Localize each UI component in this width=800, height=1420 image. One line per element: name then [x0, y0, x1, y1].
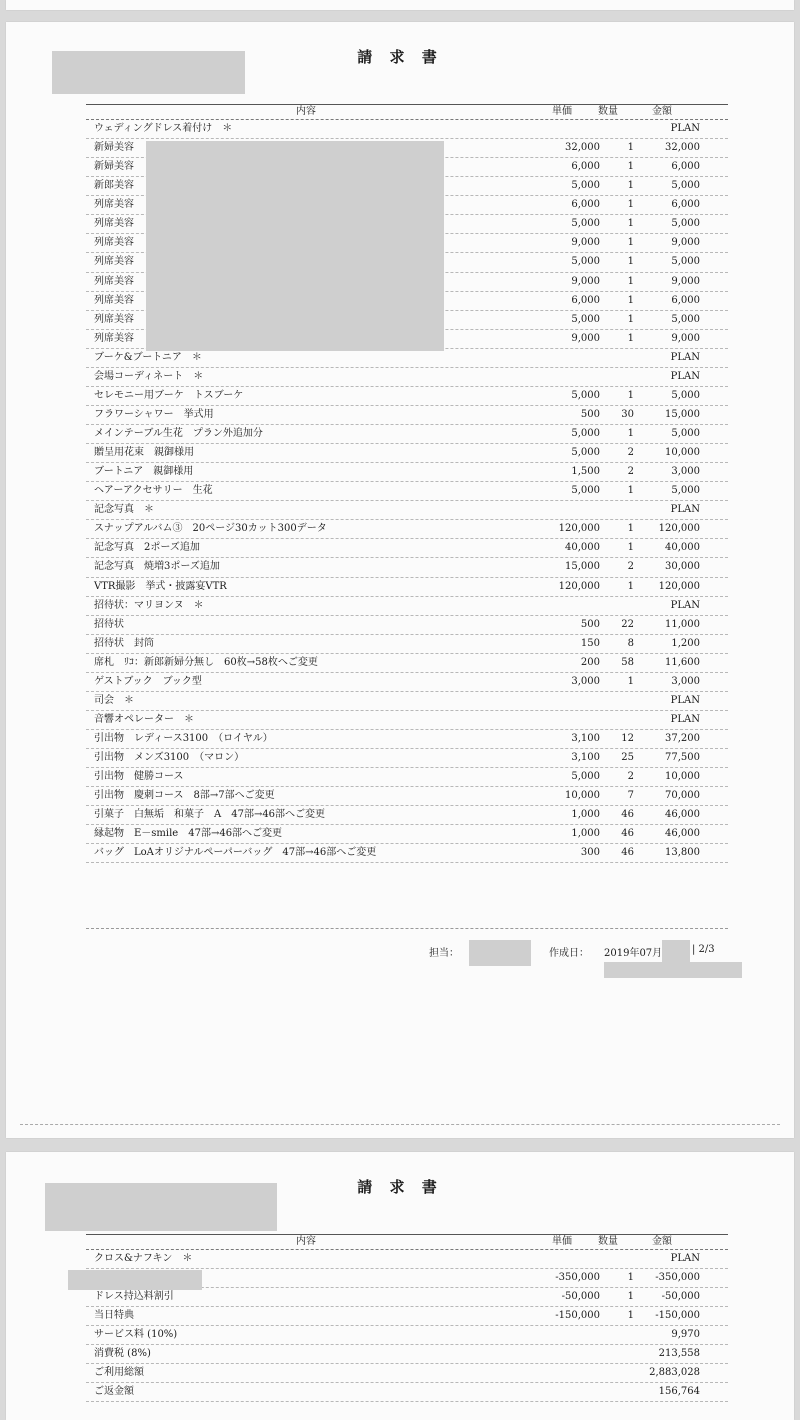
item-description: ドレス持込料割引 [94, 1291, 174, 1302]
unit-price: 9,000 [571, 332, 600, 344]
item-description: 列席美容 [94, 199, 134, 211]
amount: 5,000 [671, 313, 700, 325]
redacted-recipient [52, 51, 245, 94]
unit-price: 120,000 [558, 580, 600, 592]
page-title: 請 求 書 [357, 1178, 443, 1196]
item-description: 縁起物 E－smile 47部→46部へご変更 [94, 828, 283, 840]
unit-price: -50,000 [561, 1291, 600, 1302]
amount: 120,000 [658, 580, 700, 592]
unit-price: 1,000 [571, 828, 600, 840]
table-row [86, 349, 728, 368]
item-description: ヘアーアクセサリー 生花 [94, 485, 213, 497]
header-desc: 内容 [296, 1236, 316, 1247]
created-label: 作成日： [549, 948, 589, 959]
unit-price: -350,000 [555, 1272, 600, 1283]
amount: -50,000 [661, 1291, 700, 1302]
unit-price: 9,000 [571, 275, 600, 287]
quantity: 46 [621, 809, 634, 821]
redacted-address [604, 962, 742, 978]
item-description: 記念写真 2ポーズ追加 [94, 542, 200, 554]
quantity: 1 [627, 675, 634, 687]
quantity: 1 [627, 256, 634, 268]
table-row [86, 463, 728, 482]
summary-table [86, 1234, 728, 1402]
quantity: 46 [621, 847, 634, 859]
quantity: 2 [627, 561, 634, 573]
item-description: 列席美容 [94, 275, 134, 287]
table-row [86, 1288, 728, 1307]
item-description: VTR撮影 挙式・披露宴VTR [94, 580, 227, 592]
item-description: 会場コーディネート ＊ [94, 370, 204, 382]
amount: -350,000 [655, 1272, 700, 1283]
table-row [86, 635, 728, 654]
quantity: 1 [627, 523, 634, 535]
quantity: 1 [627, 1272, 634, 1283]
unit-price: 5,000 [571, 428, 600, 440]
table-row [86, 673, 728, 692]
unit-price: 5,000 [571, 218, 600, 230]
table-row [86, 539, 728, 558]
item-description: セレモニー用ブーケ トスブーケ [94, 389, 244, 401]
item-description: ブーケ&ブートニア ＊ [94, 351, 202, 363]
amount: PLAN [670, 351, 700, 363]
table-row [86, 787, 728, 806]
item-description: 列席美容 [94, 256, 134, 268]
amount: 32,000 [665, 142, 700, 154]
table-row [86, 1345, 728, 1364]
amount: 120,000 [658, 523, 700, 535]
amount: 30,000 [665, 561, 700, 573]
amount: 3,000 [671, 466, 700, 478]
amount: 77,500 [665, 752, 700, 764]
unit-price: 500 [580, 408, 600, 420]
header-qty: 数量 [598, 1236, 618, 1247]
amount: 11,600 [665, 656, 700, 668]
item-description: 消費税 (8%) [94, 1348, 151, 1359]
table-row [86, 387, 728, 406]
amount: 46,000 [665, 828, 700, 840]
amount: 10,000 [665, 447, 700, 459]
unit-price: 300 [580, 847, 600, 859]
quantity: 22 [621, 618, 634, 630]
quantity: 1 [627, 1291, 634, 1302]
quantity: 1 [627, 161, 634, 173]
header-qty: 数量 [598, 106, 618, 117]
amount: 5,000 [671, 180, 700, 192]
page-title: 請 求 書 [357, 48, 443, 66]
table-header [86, 1234, 728, 1250]
header-price: 単価 [552, 106, 572, 117]
amount: PLAN [670, 123, 700, 135]
unit-price: 200 [580, 656, 600, 668]
quantity: 12 [621, 733, 634, 745]
quantity: 2 [627, 771, 634, 783]
unit-price: 500 [580, 618, 600, 630]
quantity: 25 [621, 752, 634, 764]
quantity: 1 [627, 332, 634, 344]
table-row [86, 1250, 728, 1269]
item-description: フラワーシャワー 挙式用 [94, 408, 214, 420]
amount: PLAN [670, 1253, 700, 1264]
table-row [86, 749, 728, 768]
table-row [86, 558, 728, 577]
item-description: 列席美容 [94, 218, 134, 230]
table-row [86, 1307, 728, 1326]
amount: 9,000 [671, 237, 700, 249]
staff-label: 担当： [429, 948, 459, 959]
table-row [86, 501, 728, 520]
table-row [86, 1364, 728, 1383]
item-description: ブートニア 親御様用 [94, 466, 194, 478]
item-description: ご返金額 [94, 1386, 134, 1397]
footer-divider [86, 928, 728, 929]
unit-price: 5,000 [571, 256, 600, 268]
unit-price: 32,000 [565, 142, 600, 154]
item-description: クロス&ナフキン ＊ [94, 1253, 193, 1264]
table-row [86, 597, 728, 616]
unit-price: 5,000 [571, 313, 600, 325]
amount: 5,000 [671, 256, 700, 268]
page-bottom-edge [20, 1124, 780, 1125]
quantity: 2 [627, 466, 634, 478]
unit-price: 6,000 [571, 294, 600, 306]
item-description: 新婦美容 [94, 161, 134, 173]
quantity: 1 [627, 218, 634, 230]
redacted-item [68, 1270, 202, 1290]
unit-price: 1,000 [571, 809, 600, 821]
amount: 37,200 [665, 733, 700, 745]
quantity: 1 [627, 294, 634, 306]
amount: 10,000 [665, 771, 700, 783]
item-description: ゲストブック ブック型 [94, 675, 202, 687]
quantity: 1 [627, 428, 634, 440]
unit-price: 5,000 [571, 447, 600, 459]
item-description: 招待状 [94, 618, 124, 630]
quantity: 7 [627, 790, 634, 802]
amount: 213,558 [658, 1348, 700, 1359]
unit-price: 150 [580, 637, 600, 649]
invoice-page-3 [6, 1152, 794, 1420]
quantity: 1 [627, 180, 634, 192]
unit-price: 5,000 [571, 485, 600, 497]
item-description: 音響オペレーター ＊ [94, 713, 194, 725]
unit-price: -150,000 [555, 1310, 600, 1321]
table-row [86, 578, 728, 597]
item-description: 引出物 慶刺コース 8部→7部へご変更 [94, 790, 275, 802]
item-description: サービス料 (10%) [94, 1329, 178, 1340]
unit-price: 3,100 [571, 752, 600, 764]
table-row [86, 406, 728, 425]
quantity: 1 [627, 275, 634, 287]
item-description: 当日特典 [94, 1310, 134, 1321]
amount: 40,000 [665, 542, 700, 554]
header-amount: 金額 [652, 106, 672, 117]
quantity: 1 [627, 389, 634, 401]
redacted-date-day [662, 940, 690, 964]
page-number: | 2/3 [692, 944, 715, 955]
unit-price: 40,000 [565, 542, 600, 554]
item-description: 新郎美容 [94, 180, 134, 192]
item-description: バッグ LoAオリジナルペーパーバッグ 47部→46部へご変更 [94, 847, 377, 859]
item-description: 引菓子 白無垢 和菓子 A 47部→46部へご変更 [94, 809, 326, 821]
table-row [86, 806, 728, 825]
item-description: 司会 ＊ [94, 694, 134, 706]
quantity: 2 [627, 447, 634, 459]
unit-price: 5,000 [571, 389, 600, 401]
quantity: 30 [621, 408, 634, 420]
header-desc: 内容 [296, 106, 316, 117]
quantity: 1 [627, 313, 634, 325]
table-row [86, 1383, 728, 1402]
table-row [86, 425, 728, 444]
amount: 5,000 [671, 389, 700, 401]
amount: -150,000 [655, 1310, 700, 1321]
item-description: 引出物 メンズ3100 （マロン） [94, 752, 245, 764]
item-description: 記念写真 ＊ [94, 504, 154, 516]
redacted-names [146, 141, 444, 351]
amount: 6,000 [671, 294, 700, 306]
unit-price: 120,000 [558, 523, 600, 535]
table-row [86, 1326, 728, 1345]
item-description: 列席美容 [94, 237, 134, 249]
table-header [86, 104, 728, 120]
amount: PLAN [670, 694, 700, 706]
item-description: 招待状 封筒 [94, 637, 154, 649]
quantity: 1 [627, 485, 634, 497]
unit-price: 5,000 [571, 771, 600, 783]
amount: 6,000 [671, 199, 700, 211]
unit-price: 3,000 [571, 675, 600, 687]
header-amount: 金額 [652, 1236, 672, 1247]
item-description: 列席美容 [94, 332, 134, 344]
table-row [86, 444, 728, 463]
amount: 3,000 [671, 675, 700, 687]
unit-price: 6,000 [571, 161, 600, 173]
item-description: ご利用総額 [94, 1367, 144, 1378]
unit-price: 1,500 [571, 466, 600, 478]
item-description: ウェディングドレス着付け ＊ [94, 123, 233, 135]
table-row [86, 482, 728, 501]
unit-price: 9,000 [571, 237, 600, 249]
quantity: 1 [627, 580, 634, 592]
table-row [86, 768, 728, 787]
item-description: 贈呈用花束 親御様用 [94, 447, 194, 459]
table-row [86, 692, 728, 711]
amount: 46,000 [665, 809, 700, 821]
item-description: 招待状：マリヨンヌ ＊ [94, 599, 204, 611]
unit-price: 10,000 [565, 790, 600, 802]
amount: PLAN [670, 370, 700, 382]
amount: 5,000 [671, 428, 700, 440]
quantity: 8 [627, 637, 634, 649]
table-row [86, 825, 728, 844]
table-row [86, 120, 728, 139]
item-description: 席札 ﾘｺ：新郎新婦分無し 60枚→58枚へご変更 [94, 656, 318, 668]
table-row [86, 844, 728, 863]
quantity: 1 [627, 142, 634, 154]
amount: 9,970 [671, 1329, 700, 1340]
created-date: 2019年07月 [604, 948, 663, 959]
quantity: 46 [621, 828, 634, 840]
amount: 70,000 [665, 790, 700, 802]
table-row [86, 520, 728, 539]
item-description: 列席美容 [94, 313, 134, 325]
amount: 15,000 [665, 408, 700, 420]
redacted-staff [469, 940, 531, 966]
amount: 13,800 [665, 847, 700, 859]
table-row [86, 616, 728, 635]
amount: PLAN [670, 713, 700, 725]
item-description: 引出物 健勝コース [94, 771, 184, 783]
quantity: 1 [627, 542, 634, 554]
amount: 1,200 [671, 637, 700, 649]
amount: PLAN [670, 599, 700, 611]
previous-page-edge [6, 0, 794, 10]
amount: 9,000 [671, 275, 700, 287]
item-description: 新婦美容 [94, 142, 134, 154]
item-description: 記念写真 焼増3ポーズ追加 [94, 561, 220, 573]
amount: 2,883,028 [649, 1367, 700, 1378]
quantity: 1 [627, 237, 634, 249]
header-price: 単価 [552, 1236, 572, 1247]
item-description: スナップアルバム③ 20ページ30カット300データ [94, 523, 327, 535]
redacted-recipient [45, 1183, 277, 1231]
unit-price: 3,100 [571, 733, 600, 745]
unit-price: 15,000 [565, 561, 600, 573]
item-description: 引出物 レディース3100 （ロイヤル） [94, 733, 273, 745]
item-description: 列席美容 [94, 294, 134, 306]
unit-price: 6,000 [571, 199, 600, 211]
quantity: 1 [627, 199, 634, 211]
table-row [86, 711, 728, 730]
table-row [86, 654, 728, 673]
item-description: メインテーブル生花 プラン外追加分 [94, 428, 263, 440]
quantity: 58 [621, 656, 634, 668]
table-row [86, 730, 728, 749]
table-row [86, 368, 728, 387]
amount: 5,000 [671, 485, 700, 497]
amount: 5,000 [671, 218, 700, 230]
amount: 6,000 [671, 161, 700, 173]
amount: 156,764 [658, 1386, 700, 1397]
unit-price: 5,000 [571, 180, 600, 192]
invoice-page-2 [6, 22, 794, 1138]
amount: 11,000 [665, 618, 700, 630]
amount: 9,000 [671, 332, 700, 344]
quantity: 1 [627, 1310, 634, 1321]
amount: PLAN [670, 504, 700, 516]
